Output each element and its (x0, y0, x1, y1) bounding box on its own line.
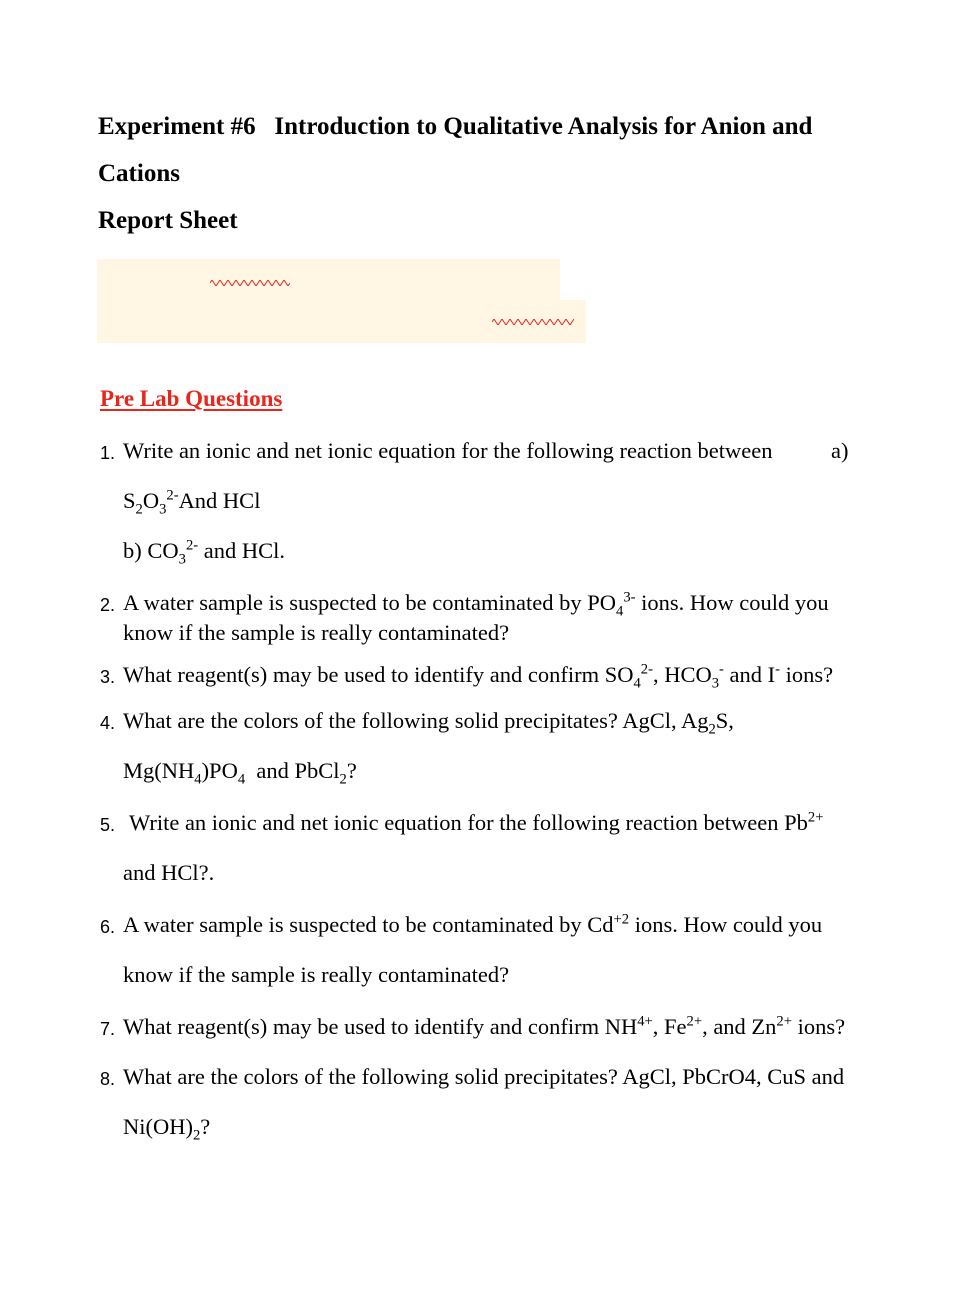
question-5-line-1: Write an ionic and net ionic equation for the following reaction between $Pb^{2+}$ (129, 809, 824, 835)
question-4-line-1: What are the colors of the following solid precipitates? AgCl, $Ag_2S$, (123, 708, 734, 738)
question-1-part-b-text: and HCl. (198, 538, 285, 563)
question-7-text-a: What reagent(s) may be used to identify and confirm NH (123, 1014, 638, 1039)
page-title-line-2: Cations (98, 160, 180, 187)
question-1-number: 1. (100, 443, 116, 463)
question-3-text-a: What reagent(s) may be used to identify and confirm SO (123, 662, 634, 687)
report-sheet-heading: Report Sheet (98, 207, 238, 234)
question-5-line-2: and HCl?. (123, 860, 215, 885)
question-7-number: 7. (100, 1019, 116, 1039)
question-7-text-c: , and Zn (702, 1014, 777, 1039)
page-title-line-1: Experiment #6 Introduction to Qualitative Analysis for Anion and (98, 113, 813, 140)
question-2-line-2: know if the sample is really contaminated? (123, 620, 510, 645)
question-4-text-f: ? (346, 758, 357, 783)
question-4-text-a: What are the colors of the following solid precipitates? AgCl, Ag (123, 708, 709, 733)
question-3-number: 3. (100, 667, 116, 687)
question-4-text-c: Mg(NH (123, 758, 195, 783)
question-2-text-a: A water sample is suspected to be contaminated by PO (123, 590, 617, 615)
spellcheck-squiggle-1 (210, 280, 290, 286)
pre-lab-questions-heading: Pre Lab Questions (100, 386, 283, 411)
question-1-part-a: $S_2O_3^{2-}And$ HCl (123, 487, 261, 518)
question-4-line-2: $Mg(NH_4)PO_4$ and PbCl$_2$? (123, 758, 357, 788)
question-8-number: 8. (100, 1069, 116, 1089)
question-2-line-1: A water sample is suspected to be contaminated by $PO_4^{3-}$ ions. How could you (123, 589, 829, 620)
question-2-text-b: ions. How could you (635, 590, 829, 615)
question-7-line-1: What reagent(s) may be used to identify and confirm $NH^{4+}$, $Fe^{2+}$, and $Zn^{2+}$ ions? (123, 1013, 846, 1039)
question-8-line-1: What are the colors of the following solid precipitates? AgCl, PbCrO4, CuS and (123, 1064, 845, 1089)
question-4-number: 4. (100, 713, 116, 733)
question-5-number: 5. (100, 815, 116, 835)
question-5-text: Write an ionic and net ionic equation for the following reaction between Pb (129, 810, 808, 835)
question-8-text-a: Ni(OH) (123, 1114, 193, 1139)
question-7-text-d: ions? (791, 1014, 846, 1039)
highlight-box (97, 259, 560, 343)
question-1-part-a-text: And HCl (178, 488, 261, 513)
question-3-line-1: What reagent(s) may be used to identify and confirm $SO_4^{2-}$, $HCO_3^-$ and I- ions? (123, 661, 834, 692)
question-1-part-b: b) $CO_3^{2-}$ and HCl. (123, 537, 285, 568)
question-1-line-1: Write an ionic and net ionic equation for the following reaction between (123, 438, 773, 463)
question-8-text-b: ? (200, 1114, 211, 1139)
question-4-text-e: and PbCl (245, 758, 340, 783)
question-6-line-1: A water sample is suspected to be contaminated by $Cd^{+2}$ ions. How could you (123, 911, 823, 937)
question-6-line-2: know if the sample is really contaminated? (123, 962, 510, 987)
question-7-text-b: , Fe (652, 1014, 687, 1039)
question-3-text-c: and I (723, 662, 776, 687)
question-4-text-b: S, (715, 708, 734, 733)
question-3-text-d: ions? (780, 662, 834, 687)
question-6-text-b: ions. How could you (629, 912, 823, 937)
question-1-part-a-label: a) (831, 438, 849, 463)
question-3-text-b: , HCO (652, 662, 712, 687)
question-1-part-b-prefix: b) CO (123, 538, 179, 563)
question-6-text-a: A water sample is suspected to be contaminated by Cd (123, 912, 614, 937)
question-2-number: 2. (100, 595, 116, 615)
question-6-number: 6. (100, 917, 116, 937)
question-4-text-d: )PO (201, 758, 238, 783)
question-8-line-2: $Ni(OH)_2$? (123, 1114, 211, 1144)
spellcheck-squiggle-2 (492, 319, 574, 325)
